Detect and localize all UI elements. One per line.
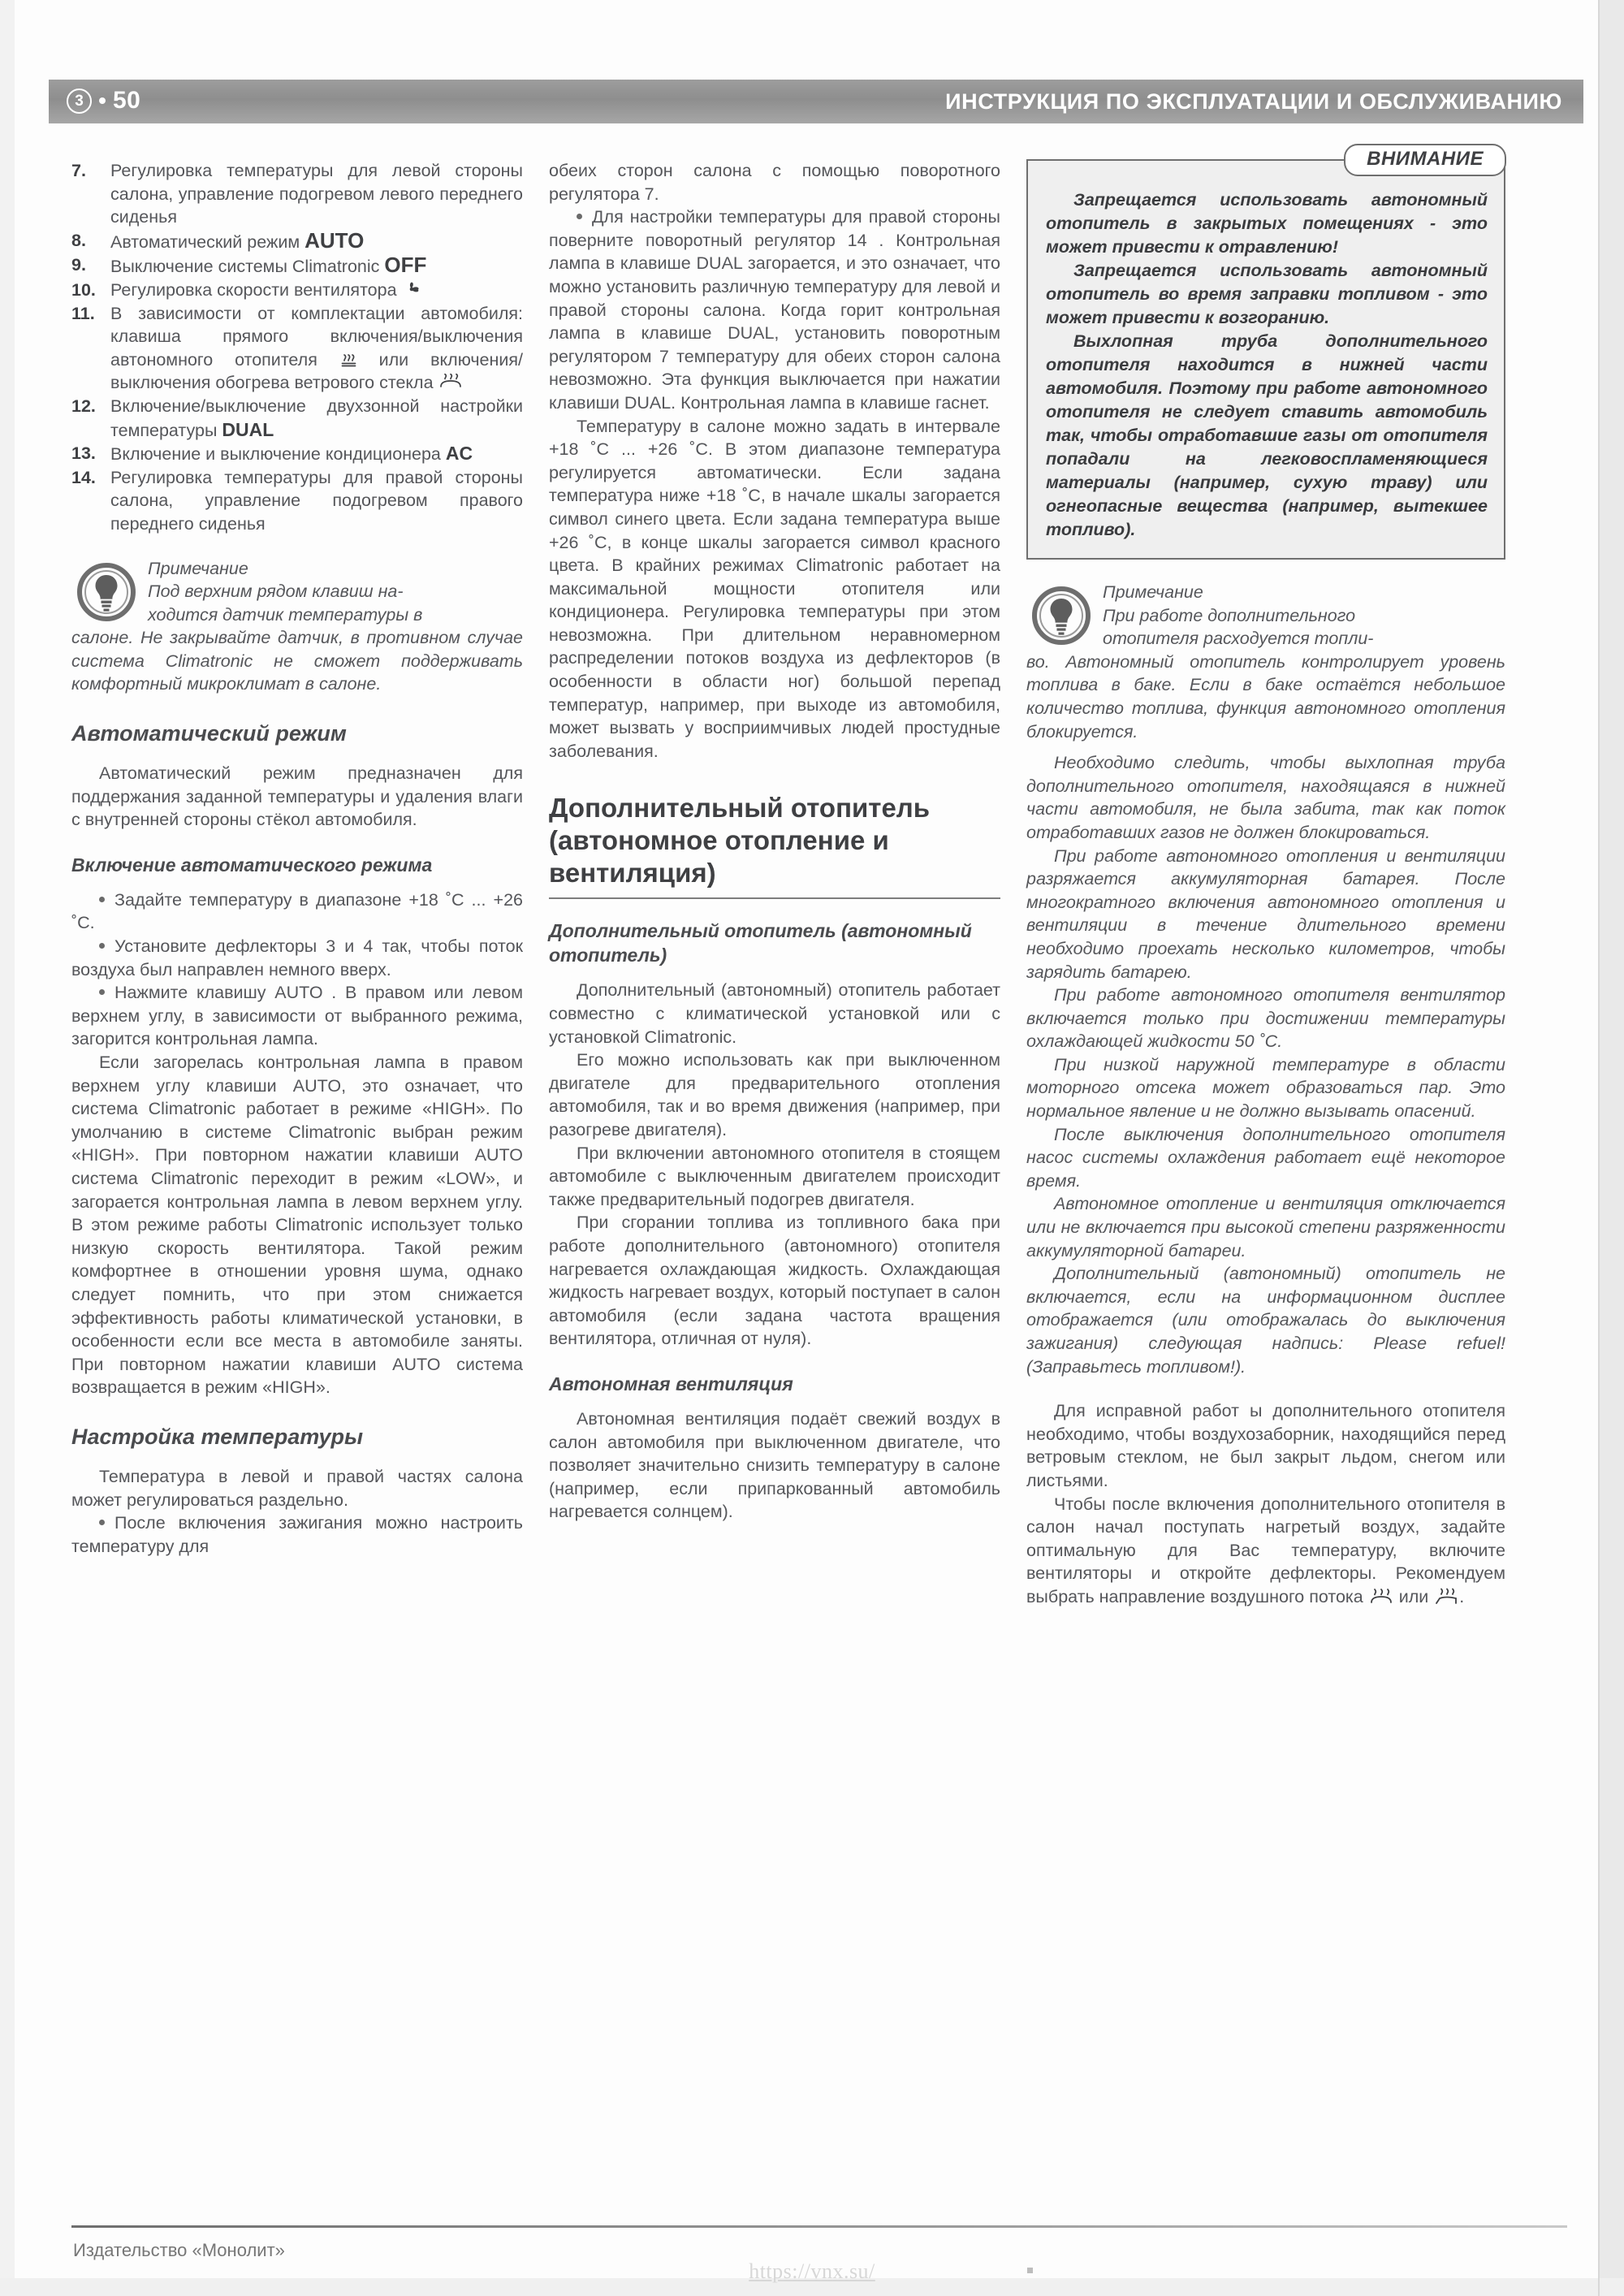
watermark-dot-icon [1027, 2268, 1033, 2273]
paragraph-air-intake: Для исправной работ ы дополнительного отопителя необходимо, чтобы воздухозаборник, находящийся перед ветровым стеклом, не был закрыт льдом, снегом или листьями. [1026, 1401, 1505, 1490]
note-paragraph-discharge: Автономное отопление и вентиляция отключается или не включается при высокой степени разряженности аккумуляторной батареи. [1026, 1194, 1505, 1260]
note-title: Примечание [1103, 582, 1203, 602]
list-item [71, 279, 523, 302]
paragraph-continued-both-sides: обеих сторон салона с помощью поворотного регулятора 7. [549, 161, 1000, 204]
bullet-set-temperature [71, 889, 523, 935]
lightbulb-icon [1031, 586, 1091, 646]
heading-automatic-mode: Автоматический режим [71, 721, 347, 746]
list-item-number: 12. [71, 396, 96, 416]
list-item-label: В зависимости от комплектации автомобиля: клавиша прямого включения/выключения автономного отопителя [110, 303, 523, 370]
note-paragraph-refuel: Дополнительный (автономный) отопитель не включается, если на информационном дисплее отображается (или отображалась до выключения зажигания) следующая надпись: Please refuel! (Заправьтесь топливом!). [1026, 1264, 1505, 1377]
list-item [71, 302, 523, 395]
page-number-badge [67, 87, 140, 115]
airflow-face-icon [1368, 1588, 1394, 1606]
list-item-label-2: или включения/выключения обогрева ветрового стекла [110, 349, 523, 393]
paragraph-airflow-direction [1026, 1493, 1505, 1609]
page-edge-left [0, 0, 15, 2296]
ac-button-label: AC [445, 443, 473, 465]
bullet-set-deflectors [71, 935, 523, 981]
list-item [71, 395, 523, 442]
page-header-band [49, 80, 1583, 123]
warning-paragraph-1: Запрещается использовать автономный отопитель в закрытых помещениях - это может привести к отравлению! [1046, 190, 1488, 257]
paragraph-airflow-end: . [1459, 1586, 1465, 1606]
list-item-text [110, 442, 523, 466]
page-number: 50 [113, 87, 141, 114]
note-text: салоне. Не закрывайте датчик, в противном случае система Climatronic не сможет поддерживать комфортный микроклимат в салоне. [71, 628, 523, 694]
fan-icon [402, 279, 421, 299]
bullet-text: После включения зажигания можно настроить температуру для [71, 1513, 523, 1556]
list-item-number: 11. [71, 303, 95, 323]
paragraph-automatic-mode: Автоматический режим предназначен для поддержания заданной температуры и удаления влаги с внутренней стороны стёкол автомобиля. [71, 763, 523, 830]
off-button-label: OFF [384, 253, 427, 278]
note-line-1: При работе дополнительного [1103, 605, 1356, 625]
note-body [71, 557, 523, 697]
bullet-dot-icon [99, 989, 105, 995]
heading-underline [549, 897, 1000, 899]
paragraph-heater-3: При включении автономного отопителя в стоящем автомобиле с выключенным двигателем происходит также предварительный подогрев двигателя. [549, 1143, 1000, 1209]
list-item-text: Регулировка температуры для левой стороны салона, управление подогревом левого переднего сиденья [110, 161, 523, 227]
page-columns [71, 148, 1567, 1609]
warning-paragraph-3: Выхлопная труба дополнительного отопителя находится в нижней части автомобиля. Поэтому при работе автономного отопителя не следует ставить автомобиль так, чтобы отработавшие газы от отопителя попадали на легковоспламеняющиеся материалы (например, сухую траву) или огнеопасные вещества (например, вытекшее топливо). [1046, 331, 1488, 539]
list-item-text: Регулировка температуры для правой стороны салона, управление подогревом правого переднего сиденья [110, 467, 523, 534]
warning-box [1026, 148, 1505, 560]
lightbulb-icon [76, 562, 136, 622]
list-item-text [110, 229, 523, 254]
airflow-defrost-icon [1433, 1588, 1459, 1606]
bullet-dot-icon [99, 943, 105, 949]
bullet-dot-icon [99, 897, 105, 902]
list-item-number: 13. [71, 443, 96, 464]
bullet-dot-icon [577, 214, 582, 219]
list-item [71, 466, 523, 536]
list-item-label: Автоматический режим [110, 231, 305, 252]
list-item-label: Выключение системы Climatronic [110, 257, 385, 277]
footer-publisher: Издательство «Монолит» [73, 2240, 285, 2260]
list-item-number: 7. [71, 161, 86, 180]
list-item-number: 9. [71, 255, 86, 275]
watermark-url: https://vnx.su/ [749, 2259, 875, 2283]
list-item-number: 8. [71, 230, 86, 250]
bullet-press-auto [71, 981, 523, 1051]
list-item [71, 442, 523, 466]
list-item [71, 229, 523, 254]
column-one [71, 159, 523, 1609]
list-item [71, 159, 523, 229]
paragraph-temperature-1: Температура в левой и правой частях салона может регулироваться раздельно. [71, 1466, 523, 1510]
paragraph-airflow-text: Чтобы после включения дополнительного отопителя в салон начал поступать нагретый воздух, задайте оптимальную для Вас температуру, включите вентиляторы и откройте дефлекторы. Рекомендуем выбрать направление воздушного потока [1026, 1494, 1505, 1606]
subheading-additional-heater: Дополнительный отопитель (автономный отопитель) [549, 920, 972, 966]
list-item-text [110, 253, 523, 279]
list-item-text [110, 395, 523, 442]
list-item-text [110, 279, 523, 302]
note-paragraph-battery: При работе автономного отопления и вентиляции разряжается аккумуляторная батарея. После многократного включения автономного отопления и вентиляции в течение длительного времени необходимо проехать несколько километров, чтобы зарядить батарею. [1026, 845, 1505, 982]
heading-additional-heater: Дополнительный отопитель (автономное отопление и вентиляция) [549, 793, 931, 889]
page-edge-right [1600, 0, 1624, 2296]
list-item-label: Регулировка скорости вентилятора [110, 279, 402, 300]
list-item-label: Включение/выключение двухзонной настройки температуры [110, 396, 523, 440]
bullet-text: Задайте температуру в диапазоне +18 ˚С ... +26 ˚С. [71, 889, 523, 933]
paragraph-ventilation: Автономная вентиляция подаёт свежий воздух в салон автомобиля при выключенном двигателе, что позволяет значительно снизить температуру в салоне (например, если припаркованный автомобиль нагревается солнцем). [549, 1408, 1000, 1522]
footer-divider [71, 2225, 1567, 2228]
note-block-cabin-sensor [71, 557, 523, 697]
note-title: Примечание [148, 558, 248, 578]
bullet-dot-icon [99, 1520, 105, 1525]
paragraph-heater-4: При сгорании топлива из топливного бака при работе дополнительного (автономного) отопителя нагревается охлаждающая жидкость. Охлаждающая жидкость нагревает воздух, который поступает в салон автомобиля (если задана частота вращения вентилятора, отличная от нуля). [549, 1213, 1000, 1349]
heater-icon [339, 351, 357, 369]
note-text: во. Автономный отопитель контролирует уровень топлива в баке. Если в баке остаётся небольшое количество топлива, функция автономного отопления блокируется. [1026, 651, 1505, 742]
note-paragraph-exhaust: Необходимо следить, чтобы выхлопная труба дополнительного отопителя, находящаяся в нижней части автомобиля, не была забита, так как поток отработавших газов не должен блокироваться. [1026, 753, 1505, 842]
paragraph-heater-2: Его можно использовать как при выключенном двигателе для предварительного отопления автомобиля, так и во время движения (например, при разогреве двигателя). [549, 1050, 1000, 1139]
note-paragraph-steam: При низкой наружной температуре в области моторного отсека может образоваться пар. Это нормальное явление и не должно вызывать опасений. [1026, 1054, 1505, 1122]
subheading-autonomous-ventilation: Автономная вентиляция [549, 1373, 793, 1394]
dual-button-label: DUAL [222, 418, 274, 440]
note-line-2: ходится датчик температуры в [148, 604, 423, 625]
column-three [1026, 148, 1505, 1609]
chapter-number-icon: 3 [67, 89, 92, 114]
note-paragraph-fan-temp: При работе автономного отопителя вентилятор включается только при достижении температуры охлаждающей жидкости 50 ˚С. [1026, 985, 1505, 1052]
bullet-ignition-temperature [71, 1511, 523, 1558]
list-item-number: 14. [71, 467, 96, 487]
bullet-text: Нажмите клавишу AUTO . В правом или левом верхнем углу, в зависимости от выбранного режима, загорится контрольная лампа. [71, 983, 523, 1049]
list-item-number: 10. [71, 279, 96, 300]
bullet-text: Установите дефлекторы 3 и 4 так, чтобы поток воздуха был направлен немного вверх. [71, 936, 523, 979]
climatronic-controls-list [71, 159, 523, 536]
auto-button-label: AUTO [304, 227, 365, 253]
warning-paragraph-2: Запрещается использовать автономный отопитель во время заправки топливом - это может привести к возгоранию. [1046, 261, 1488, 327]
column-two [549, 159, 1000, 1609]
note-line-2: отопителя расходуется топли- [1103, 629, 1374, 649]
defrost-icon [438, 374, 463, 391]
bullet-right-side-temperature [549, 205, 1000, 414]
note-line-1: Под верхним рядом клавиш на- [148, 582, 404, 602]
heading-temperature-setting: Настройка температуры [71, 1424, 364, 1449]
note-block-fuel [1026, 581, 1505, 743]
header-separator-dot [99, 97, 106, 104]
list-item-text [110, 302, 523, 395]
paragraph-high-low-modes: Если загорелась контрольная лампа в правом верхнем углу клавиши AUTO, это означает, что система Climatronic работает в режиме «HIGH». По умолчанию в системе Climatronic выбран режим «HIGH». При повторном нажатии клавиши AUTO система Climatronic переходит в режим «LOW», и загорается контрольная лампа в левом верхнем углу. В этом режиме работы Climatronic использует только низкую скорость вентилятора. Такой режим комфортнее в отношении уровня шума, однако следует помнить, что при этом снижается эффективность работы климатической установки, в особенности если все места в автомобиле заняты. При повторном нажатии клавиши AUTO система возвращается в режим «HIGH». [71, 1053, 523, 1398]
note-body [1026, 581, 1505, 743]
list-item [71, 253, 523, 279]
bullet-text: Для настройки температуры для правой стороны поверните поворотный регулятор 14 . Контрольная лампа в клавише DUAL загорается, и это означает, что можно установить различную температуру для левой и правой стороны салона. Когда горит контрольная лампа в клавише DUAL, установить поворотным регулятором 7 температуру для обеих сторон салона невозможно. Эта функция выключается при нажатии клавиши DUAL. Контрольная лампа в клавише гаснет. [549, 207, 1000, 413]
note-paragraph-pump: После выключения дополнительного отопителя насос системы охлаждения работает ещё некоторое время. [1026, 1124, 1505, 1191]
list-item-label: Включение и выключение кондиционера [110, 444, 446, 465]
paragraph-heater-1: Дополнительный (автономный) отопитель работает совместно с климатической установкой или с установкой Climatronic. [549, 980, 1000, 1047]
page-spine-line [1598, 0, 1600, 2296]
paragraph-temperature-range: Температуру в салоне можно задать в интервале +18 ˚С ... +26 ˚С. В этом диапазоне температура регулируется автоматически. Если задана температура ниже +18 ˚С, в начале шкалы загорается символ синего цвета. Если задана температура выше +26 ˚С, в конце шкалы загорается символ красного цвета. В крайних режимах Climatronic работает на максимальной мощности отопителя или кондиционера. Регулировка температуры при этом невозможна. При длительном неравномерном распределении потоков воздуха из дефлекторов (в особенности в области ног) большой перепад температур, например, при выходе из автомобиля, может вызвать у восприимчивых людей простудные заболевания. [549, 416, 1000, 761]
paragraph-airflow-join: или [1393, 1586, 1434, 1606]
subheading-enable-auto-mode: Включение автоматического режима [71, 854, 433, 876]
warning-badge: ВНИМАНИЕ [1344, 144, 1506, 176]
page-title: ИНСТРУКЦИЯ ПО ЭКСПЛУАТАЦИИ И ОБСЛУЖИВАНИЮ [945, 89, 1562, 114]
